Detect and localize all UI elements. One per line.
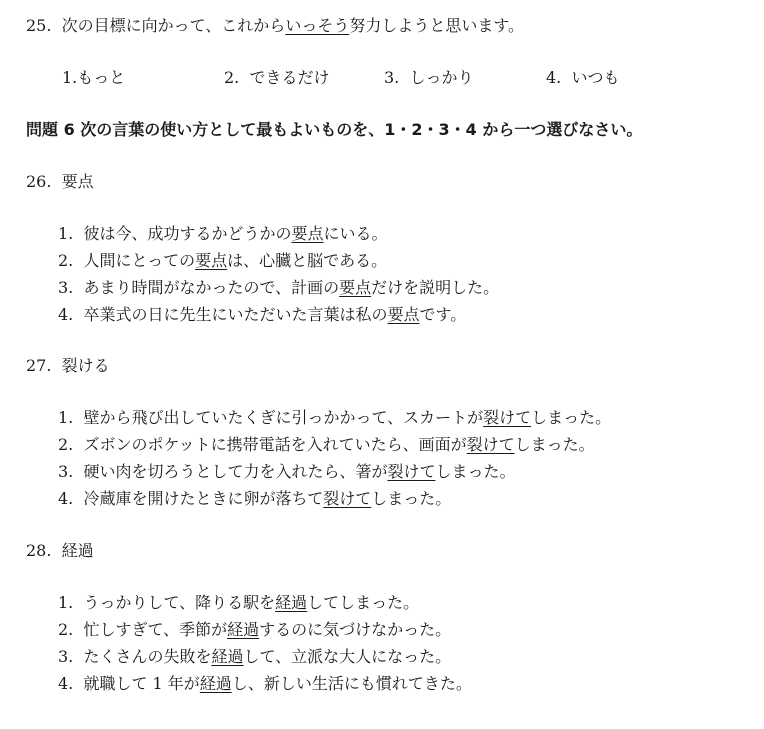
option-text: ズボンのポケットに携帯電話を入れていたら、画面が xyxy=(83,435,467,454)
option-number: 2. xyxy=(58,435,74,454)
underlined-word: 裂けて xyxy=(387,462,436,481)
option-text: うっかりして、降りる駅を xyxy=(83,593,276,612)
q26-option-4[interactable] xyxy=(58,305,466,325)
q27-option-3[interactable] xyxy=(58,462,515,482)
q28-option-1[interactable] xyxy=(58,593,419,613)
underlined-word: 裂けて xyxy=(483,408,532,427)
option-text: もっと xyxy=(77,68,126,87)
underlined-word: 要点 xyxy=(387,305,420,324)
q25-option-2[interactable] xyxy=(224,68,329,88)
option-number: 2. xyxy=(224,68,240,87)
option-text: 卒業式の日に先生にいただいた言葉は私の xyxy=(83,305,388,324)
option-text: たくさんの失敗を xyxy=(83,647,212,666)
option-text: しまった。 xyxy=(371,489,452,508)
option-text: です。 xyxy=(419,305,467,324)
option-number: 1. xyxy=(58,224,74,243)
underlined-word: 経過 xyxy=(211,647,244,666)
underlined-word: 裂けて xyxy=(323,489,372,508)
option-text: 壁から飛び出していたくぎに引っかかって、スカートが xyxy=(83,408,484,427)
option-text: するのに気づけなかった。 xyxy=(259,620,452,639)
q26-option-3[interactable] xyxy=(58,278,499,298)
q25-number: 25. xyxy=(26,16,52,35)
q26-number: 26. xyxy=(26,172,52,191)
option-number: 3. xyxy=(58,462,74,481)
q25-option-4[interactable] xyxy=(546,68,619,88)
q28-word: 経過 xyxy=(61,541,94,560)
option-text: 人間にとっての xyxy=(83,251,196,270)
q25-option-1[interactable] xyxy=(62,68,125,88)
option-text: にいる。 xyxy=(323,224,388,243)
option-number: 1. xyxy=(58,593,74,612)
option-text: し、新しい生活にも慣れてきた。 xyxy=(231,674,472,693)
q26-option-1[interactable] xyxy=(58,224,387,244)
q26-word: 要点 xyxy=(61,172,94,191)
q27-number: 27. xyxy=(26,356,52,375)
q25-underlined-word: いっそう xyxy=(285,16,350,35)
underlined-word: 経過 xyxy=(227,620,260,639)
q28-title xyxy=(26,541,94,561)
q27-option-1[interactable] xyxy=(58,408,611,428)
option-number: 2. xyxy=(58,620,74,639)
q28-number: 28. xyxy=(26,541,52,560)
q25-text-after: 努力しようと思います。 xyxy=(349,16,525,35)
option-text: 彼は今、成功するかどうかの xyxy=(83,224,292,243)
option-number: 4. xyxy=(58,305,74,324)
underlined-word: 経過 xyxy=(275,593,308,612)
section-6-heading: 問題 6 次の言葉の使い方として最もよいものを、1・2・3・4 から一つ選びなさい。 xyxy=(26,120,643,139)
option-text: は、心臓と脳である。 xyxy=(227,251,388,270)
option-number: 4. xyxy=(58,674,74,693)
option-text: して、立派な大人になった。 xyxy=(243,647,452,666)
q26-title xyxy=(26,172,94,192)
option-text: 硬い肉を切ろうとして力を入れたら、箸が xyxy=(83,462,388,481)
option-number: 3. xyxy=(58,278,74,297)
option-number: 2. xyxy=(58,251,74,270)
option-text: できるだけ xyxy=(249,68,330,87)
q28-option-3[interactable] xyxy=(58,647,451,667)
option-text: 就職して 1 年が xyxy=(83,674,200,693)
option-number: 4. xyxy=(546,68,562,87)
q28-option-4[interactable] xyxy=(58,674,472,694)
option-number: 4. xyxy=(58,489,74,508)
q26-option-2[interactable] xyxy=(58,251,387,271)
q27-word: 裂ける xyxy=(61,356,110,375)
q25-text-before: 次の目標に向かって、これから xyxy=(61,16,286,35)
option-number: 3. xyxy=(58,647,74,666)
option-text: しっかり xyxy=(409,68,474,87)
option-number: 1. xyxy=(58,408,74,427)
option-text: 忙しすぎて、季節が xyxy=(83,620,228,639)
q25-option-3[interactable] xyxy=(384,68,473,88)
underlined-word: 経過 xyxy=(199,674,232,693)
option-text: 冷蔵庫を開けたときに卵が落ちて xyxy=(83,489,324,508)
q28-option-2[interactable] xyxy=(58,620,451,640)
q27-option-4[interactable] xyxy=(58,489,451,509)
option-text: しまった。 xyxy=(514,435,595,454)
underlined-word: 裂けて xyxy=(466,435,515,454)
q25-stem xyxy=(26,16,524,36)
q27-title xyxy=(26,356,110,376)
option-text: してしまった。 xyxy=(307,593,420,612)
option-text: あまり時間がなかったので、計画の xyxy=(83,278,340,297)
option-text: いつも xyxy=(571,68,620,87)
option-text: しまった。 xyxy=(435,462,516,481)
q27-option-2[interactable] xyxy=(58,435,595,455)
option-number: 3. xyxy=(384,68,400,87)
option-number: 1. xyxy=(62,68,78,87)
option-text: だけを説明した。 xyxy=(371,278,500,297)
underlined-word: 要点 xyxy=(195,251,228,270)
option-text: しまった。 xyxy=(531,408,612,427)
underlined-word: 要点 xyxy=(291,224,324,243)
underlined-word: 要点 xyxy=(339,278,372,297)
